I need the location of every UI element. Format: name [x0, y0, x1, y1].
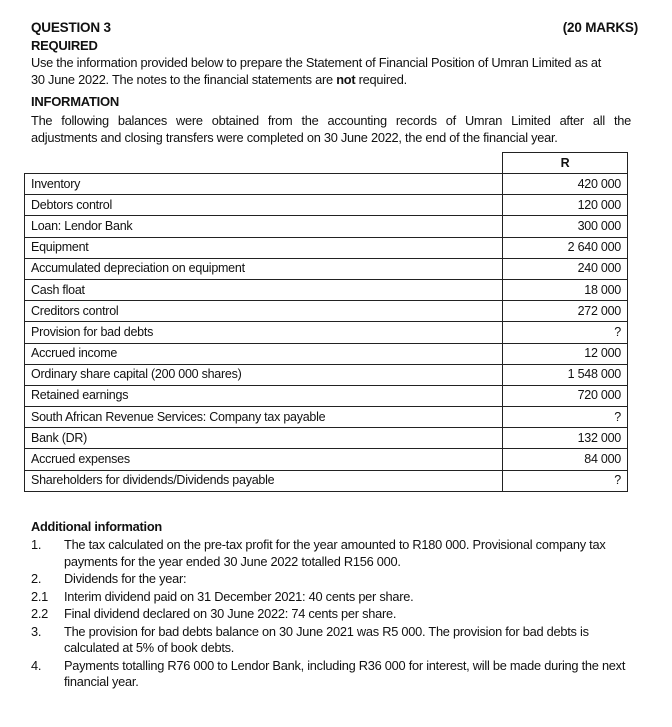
table-row: [25, 428, 628, 449]
balances-table: [24, 152, 628, 492]
table-row: [25, 385, 628, 406]
item-number: 2.1: [31, 588, 49, 604]
table-row: [25, 343, 628, 364]
information-heading: INFORMATION: [31, 94, 119, 109]
account-name: Inventory: [25, 174, 503, 195]
item-text: The tax calculated on the pre-tax profit for the year amounted to R180 000. Provisional company tax payments for the year ended 30 June 2022 totalled R156 000.: [64, 537, 606, 569]
table-row: [25, 216, 628, 237]
table-row: [25, 301, 628, 322]
account-name: Bank (DR): [25, 428, 503, 449]
account-name: Accrued income: [25, 343, 503, 364]
item-number: 1.: [31, 537, 42, 552]
table-row: [25, 407, 628, 428]
table-row: [25, 322, 628, 343]
balances-header-label: [25, 153, 503, 174]
account-amount: 272 000: [503, 301, 628, 322]
account-name: Debtors control: [25, 195, 503, 216]
additional-heading: Additional information: [31, 519, 162, 534]
table-row: [25, 449, 628, 470]
list-item: [31, 658, 631, 691]
item-text: Payments totalling R76 000 to Lendor Bank, including R36 000 for interest, will be made during the next financial year.: [64, 657, 626, 689]
required-line-2-start: 30 June 2022. The notes to the financial statements are: [31, 71, 337, 87]
required-line-2: [31, 72, 631, 89]
account-amount: 12 000: [503, 343, 628, 364]
account-name: Creditors control: [25, 301, 503, 322]
information-text: [31, 113, 631, 146]
list-item: [31, 624, 631, 657]
item-number: 4.: [31, 657, 42, 673]
item-text: Final dividend declared on 30 June 2022: 74 cents per share.: [64, 606, 397, 621]
question-marks: (20 MARKS): [562, 20, 638, 35]
table-row: [25, 174, 628, 195]
account-amount: ?: [503, 322, 628, 343]
table-row: [25, 364, 628, 385]
list-item: [31, 537, 631, 570]
account-name: Cash float: [25, 279, 503, 300]
account-name: Accumulated depreciation on equipment: [25, 258, 503, 279]
required-line-2-end: required.: [355, 71, 407, 87]
information-line-1: The following balances were obtained from the accounting records of Umran Limited after all the: [31, 113, 631, 128]
account-amount: 240 000: [503, 258, 628, 279]
information-line-2: adjustments and closing transfers were completed on 30 June 2022, the end of the financial year.: [31, 129, 558, 145]
list-item: [31, 606, 631, 623]
list-item: [31, 589, 631, 606]
additional-information: [31, 518, 631, 691]
account-amount: 18 000: [503, 279, 628, 300]
account-amount: 120 000: [503, 195, 628, 216]
balances-header-row: [25, 153, 628, 174]
table-row: [25, 258, 628, 279]
required-emphasis: not: [336, 71, 356, 87]
account-amount: 1 548 000: [503, 364, 628, 385]
account-name: Loan: Lendor Bank: [25, 216, 503, 237]
account-name: Ordinary share capital (200 000 shares): [25, 364, 503, 385]
account-name: Accrued expenses: [25, 449, 503, 470]
table-row: [25, 279, 628, 300]
account-name: Equipment: [25, 237, 503, 258]
account-amount: 720 000: [503, 385, 628, 406]
account-amount: 84 000: [503, 449, 628, 470]
item-text: The provision for bad debts balance on 30 June 2021 was R5 000. The provision for bad debts is calculated at 5% of book debts.: [64, 623, 589, 655]
table-row: [25, 470, 628, 491]
account-name: Retained earnings: [25, 385, 503, 406]
required-heading: REQUIRED: [31, 38, 98, 53]
item-text: Dividends for the year:: [64, 571, 187, 586]
account-amount: ?: [503, 407, 628, 428]
list-item: [31, 571, 631, 588]
item-number: 2.: [31, 571, 42, 586]
account-amount: 132 000: [503, 428, 628, 449]
item-text: Interim dividend paid on 31 December 2021: 40 cents per share.: [64, 588, 414, 604]
item-number: 2.2: [31, 606, 49, 621]
additional-items: [31, 537, 631, 691]
item-number: 3.: [31, 623, 42, 639]
question-number: QUESTION 3: [31, 20, 111, 35]
account-amount: 300 000: [503, 216, 628, 237]
currency-header: R: [503, 153, 628, 174]
account-name: Provision for bad debts: [25, 322, 503, 343]
required-line-1: Use the information provided below to prepare the Statement of Financial Position of Umran Limited as at: [31, 55, 602, 70]
account-amount: 420 000: [503, 174, 628, 195]
account-name: Shareholders for dividends/Dividends payable: [25, 470, 503, 491]
table-row: [25, 237, 628, 258]
required-text: [31, 55, 631, 88]
account-amount: ?: [503, 470, 628, 491]
question-header: [31, 20, 638, 36]
table-row: [25, 195, 628, 216]
account-amount: 2 640 000: [503, 237, 628, 258]
account-name: South African Revenue Services: Company tax payable: [25, 407, 503, 428]
